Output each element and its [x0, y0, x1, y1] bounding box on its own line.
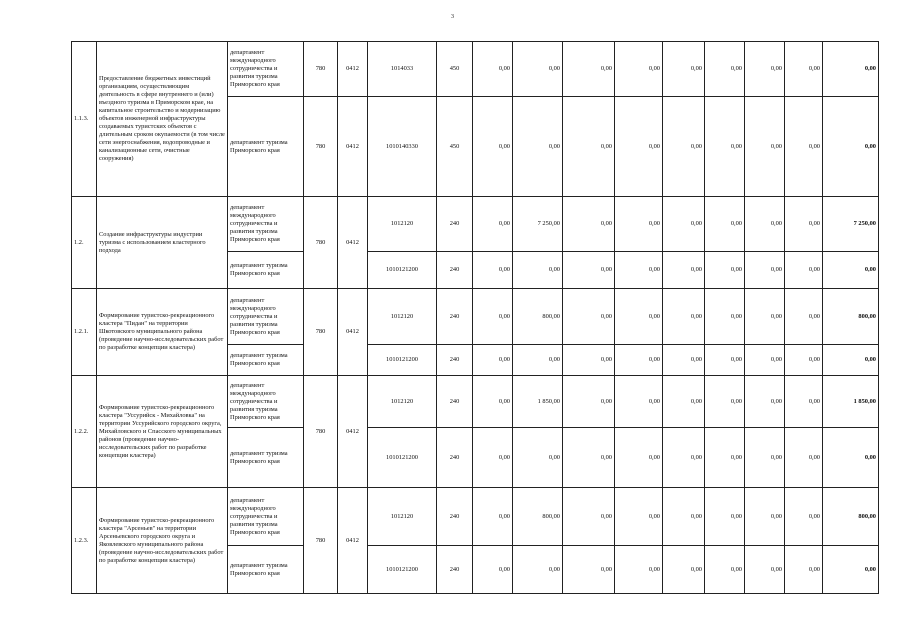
value-cell: 0,00: [513, 252, 563, 289]
csr-code: 1012120: [368, 488, 437, 546]
value-cell: 0,00: [473, 345, 513, 376]
value-cell: 0,00: [473, 252, 513, 289]
csr-code: 1014033: [368, 42, 437, 97]
row-number: 1.2.2.: [72, 376, 97, 488]
value-cell: 0,00: [563, 42, 615, 97]
vr-code: 240: [437, 345, 473, 376]
value-cell: 0,00: [663, 97, 705, 197]
value-cell: 0,00: [615, 376, 663, 428]
csr-code: 1010140330: [368, 97, 437, 197]
department: департамент туризма Приморского края: [228, 252, 304, 289]
total-cell: 0,00: [823, 252, 879, 289]
value-cell: 0,00: [473, 197, 513, 252]
value-cell: 0,00: [615, 546, 663, 594]
value-cell: 0,00: [705, 289, 745, 345]
value-cell: 0,00: [513, 546, 563, 594]
vr-code: 240: [437, 428, 473, 488]
total-cell: 0,00: [823, 97, 879, 197]
table-row: [72, 376, 879, 428]
department: департамент туризма Приморского края: [228, 546, 304, 594]
value-cell: 0,00: [563, 428, 615, 488]
budget-table: [71, 41, 879, 594]
row-name: Формирование туристско-рекреационного кластера "Уссурийск - Михайловка" на территории Уссурийского городского округа, Михайловского и Спасского муниципальных районов (проведение научно-исследовательских работ по разработке концепции кластера): [97, 376, 228, 488]
value-cell: 0,00: [705, 546, 745, 594]
csr-code: 1010121200: [368, 546, 437, 594]
value-cell: 0,00: [663, 376, 705, 428]
table-row: [72, 197, 879, 252]
vr-code: 240: [437, 252, 473, 289]
total-cell: 7 250,00: [823, 197, 879, 252]
value-cell: 0,00: [785, 42, 823, 97]
row-number: 1.1.3.: [72, 42, 97, 197]
rzpr-code: 0412: [338, 488, 368, 594]
row-name: Создание инфраструктуры индустрии туризма с использованием кластерного подхода: [97, 197, 228, 289]
value-cell: 0,00: [785, 428, 823, 488]
grbs-code: 780: [304, 289, 338, 376]
department: департамент международного сотрудничества и развития туризма Приморского края: [228, 42, 304, 97]
value-cell: 0,00: [615, 197, 663, 252]
value-cell: 0,00: [745, 345, 785, 376]
value-cell: 0,00: [473, 376, 513, 428]
csr-code: 1010121200: [368, 428, 437, 488]
value-cell: 0,00: [785, 252, 823, 289]
value-cell: 0,00: [663, 488, 705, 546]
rzpr-code: 0412: [338, 289, 368, 376]
csr-code: 1012120: [368, 289, 437, 345]
value-cell: 0,00: [513, 345, 563, 376]
value-cell: 0,00: [745, 289, 785, 345]
value-cell: 0,00: [745, 488, 785, 546]
value-cell: 0,00: [615, 345, 663, 376]
total-cell: 800,00: [823, 488, 879, 546]
grbs-code: 780: [304, 488, 338, 594]
value-cell: 0,00: [473, 97, 513, 197]
value-cell: 0,00: [473, 289, 513, 345]
value-cell: 0,00: [615, 97, 663, 197]
value-cell: 0,00: [563, 289, 615, 345]
rzpr-code: 0412: [338, 197, 368, 289]
table-row: [72, 488, 879, 546]
vr-code: 240: [437, 376, 473, 428]
value-cell: 0,00: [785, 345, 823, 376]
csr-code: 1012120: [368, 197, 437, 252]
value-cell: 0,00: [745, 42, 785, 97]
row-number: 1.2.1.: [72, 289, 97, 376]
row-number: 1.2.3.: [72, 488, 97, 594]
value-cell: 0,00: [615, 289, 663, 345]
total-cell: 0,00: [823, 546, 879, 594]
value-cell: 0,00: [663, 345, 705, 376]
value-cell: 0,00: [745, 197, 785, 252]
value-cell: 0,00: [705, 252, 745, 289]
value-cell: 0,00: [745, 376, 785, 428]
value-cell: 0,00: [663, 289, 705, 345]
value-cell: 0,00: [563, 345, 615, 376]
value-cell: 0,00: [785, 289, 823, 345]
value-cell: 0,00: [473, 546, 513, 594]
value-cell: 0,00: [705, 488, 745, 546]
total-cell: 0,00: [823, 42, 879, 97]
grbs-code: 780: [304, 197, 338, 289]
value-cell: 0,00: [513, 428, 563, 488]
value-cell: 0,00: [745, 252, 785, 289]
value-cell: 0,00: [705, 428, 745, 488]
value-cell: 0,00: [745, 428, 785, 488]
value-cell: 0,00: [705, 197, 745, 252]
value-cell: 0,00: [663, 42, 705, 97]
value-cell: 1 850,00: [513, 376, 563, 428]
vr-code: 450: [437, 42, 473, 97]
value-cell: 0,00: [473, 488, 513, 546]
table-row: [72, 289, 879, 345]
value-cell: 0,00: [513, 97, 563, 197]
csr-code: 1012120: [368, 376, 437, 428]
row-number: 1.2.: [72, 197, 97, 289]
value-cell: 0,00: [563, 197, 615, 252]
total-cell: 0,00: [823, 345, 879, 376]
rzpr-code: 0412: [338, 97, 368, 197]
department: департамент международного сотрудничества и развития туризма Приморского края: [228, 289, 304, 345]
rzpr-code: 0412: [338, 376, 368, 488]
row-name: Формирование туристско-рекреационного кластера "Пидан" на территории Шкотовского муниципального района (проведение научно-исследовательских работ по разработке концепции кластера): [97, 289, 228, 376]
grbs-code: 780: [304, 97, 338, 197]
value-cell: 0,00: [473, 42, 513, 97]
grbs-code: 780: [304, 376, 338, 488]
total-cell: 1 850,00: [823, 376, 879, 428]
row-name: Формирование туристско-рекреационного кластера "Арсеньев" на территории Арсеньевского городского округа и Яковлевского муниципального района (проведение научно-исследовательских работ по разработке концепции кластера): [97, 488, 228, 594]
vr-code: 240: [437, 197, 473, 252]
value-cell: 0,00: [615, 428, 663, 488]
value-cell: 0,00: [563, 546, 615, 594]
vr-code: 240: [437, 289, 473, 345]
value-cell: 0,00: [563, 252, 615, 289]
value-cell: 0,00: [705, 376, 745, 428]
value-cell: 800,00: [513, 289, 563, 345]
value-cell: 0,00: [663, 546, 705, 594]
value-cell: 0,00: [785, 97, 823, 197]
table-row: [72, 42, 879, 97]
page-number: 3: [451, 14, 454, 20]
vr-code: 240: [437, 546, 473, 594]
value-cell: 0,00: [705, 42, 745, 97]
csr-code: 1010121200: [368, 345, 437, 376]
value-cell: 7 250,00: [513, 197, 563, 252]
value-cell: 0,00: [615, 42, 663, 97]
value-cell: 0,00: [745, 97, 785, 197]
value-cell: 0,00: [785, 376, 823, 428]
department: департамент международного сотрудничества и развития туризма Приморского края: [228, 376, 304, 428]
value-cell: 0,00: [663, 428, 705, 488]
value-cell: 800,00: [513, 488, 563, 546]
vr-code: 450: [437, 97, 473, 197]
total-cell: 0,00: [823, 428, 879, 488]
vr-code: 240: [437, 488, 473, 546]
department: департамент туризма Приморского края: [228, 428, 304, 488]
csr-code: 1010121200: [368, 252, 437, 289]
department: департамент туризма Приморского края: [228, 97, 304, 197]
value-cell: 0,00: [513, 42, 563, 97]
value-cell: 0,00: [615, 488, 663, 546]
value-cell: 0,00: [705, 97, 745, 197]
total-cell: 800,00: [823, 289, 879, 345]
grbs-code: 780: [304, 42, 338, 97]
value-cell: 0,00: [563, 97, 615, 197]
department: департамент международного сотрудничества и развития туризма Приморского края: [228, 197, 304, 252]
value-cell: 0,00: [473, 428, 513, 488]
rzpr-code: 0412: [338, 42, 368, 97]
value-cell: 0,00: [785, 197, 823, 252]
value-cell: 0,00: [785, 546, 823, 594]
value-cell: 0,00: [563, 376, 615, 428]
row-name: Предоставление бюджетных инвестиций организациям, осуществляющим деятельность в сфере внутреннего и (или) въездного туризма в Приморском крае, на капитальное строительство и модернизацию объектов инженерной инфраструктуры создаваемых туристских объектов с длительным сроком окупаемости (в том числе сети энергоснабжения, водопроводные и канализационные сети, очистные сооружения): [97, 42, 228, 197]
value-cell: 0,00: [705, 345, 745, 376]
value-cell: 0,00: [745, 546, 785, 594]
value-cell: 0,00: [615, 252, 663, 289]
department: департамент международного сотрудничества и развития туризма Приморского края: [228, 488, 304, 546]
value-cell: 0,00: [785, 488, 823, 546]
value-cell: 0,00: [663, 252, 705, 289]
value-cell: 0,00: [563, 488, 615, 546]
value-cell: 0,00: [663, 197, 705, 252]
department: департамент туризма Приморского края: [228, 345, 304, 376]
